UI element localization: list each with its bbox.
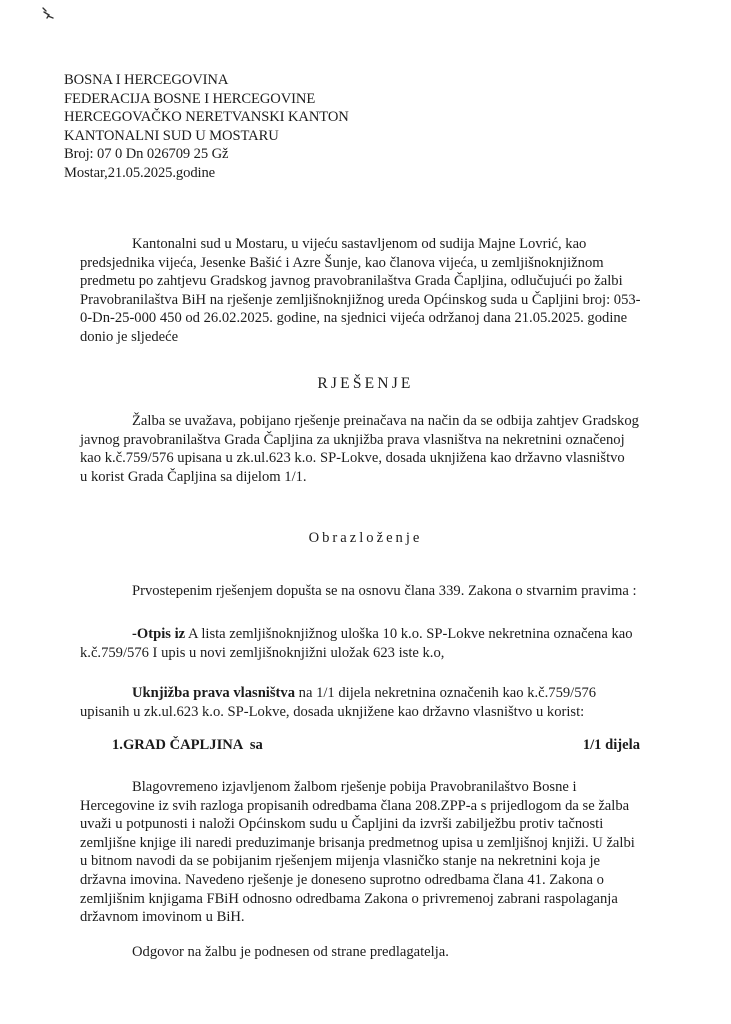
- intro-line: predmetu po zahtjevu Gradskog javnog pravobranilaštva Grada Čapljina, odlučujući po žalbi: [80, 273, 623, 290]
- appeal-line: zemljišnim knjigama FBiH odnosno odredbama Zakona o privremenoj zabrani raspolaganja: [80, 890, 618, 907]
- handwritten-mark-icon: [38, 6, 58, 22]
- intro-line: Pravobranilaštva BiH na rješenje zemljišnoknjižnog ureda Općinskog suda u Čapljini broj: 053-: [80, 291, 641, 308]
- otpis-paragraph: [80, 625, 672, 662]
- owner-share: 1/1 dijela: [582, 737, 640, 753]
- intro-paragraph: [80, 235, 672, 347]
- header-canton: HERCEGOVAČKO NERETVANSKI KANTON: [64, 109, 349, 125]
- header-country: BOSNA I HERCEGOVINA: [64, 72, 229, 88]
- appeal-line: državnom imovinom u BiH.: [80, 909, 245, 926]
- uknjizba-rest: na 1/1 dijela nekretnina označenih kao k.č.759/576: [295, 685, 597, 701]
- header-federation: FEDERACIJA BOSNE I HERCEGOVINE: [64, 90, 316, 107]
- otpis-line-2: k.č.759/576 I upis u novi zemljišnoknjižni uložak 623 iste k.o,: [80, 644, 445, 661]
- uknjizba-line-2: upisanih u zk.ul.623 k.o. SP-Lokve, dosada uknjižene kao državno vlasništvo u korist:: [80, 703, 585, 720]
- intro-line: 0-Dn-25-000 450 od 26.02.2025. godine, na sjednici vijeća održanoj dana 21.05.2025. godine: [80, 310, 628, 327]
- header-place-date: Mostar,21.05.2025.godine: [64, 164, 216, 181]
- decision-title: RJEŠENJE: [317, 375, 414, 392]
- decision-line: u korist Grada Čapljina sa dijelom 1/1.: [80, 468, 307, 485]
- intro-line: donio je sljedeće: [80, 328, 179, 345]
- decision-line: kao k.č.759/576 upisana u zk.ul.623 k.o. SP-Lokve, dosada uknjižena kao državno vlasništvo: [80, 450, 625, 467]
- otpis-rest: A lista zemljišnoknjižnog uloška 10 k.o. SP-Lokve nekretnina označena kao: [185, 626, 633, 642]
- intro-line: Kantonalni sud u Mostaru, u vijeću sastavljenom od sudija Majne Lovrić, kao: [132, 236, 587, 252]
- otpis-line-1: [80, 625, 672, 644]
- header-court: KANTONALNI SUD U MOSTARU: [64, 127, 279, 144]
- reasoning-title: Obrazloženje: [308, 530, 423, 546]
- header-case-number: Broj: 07 0 Dn 026709 25 Gž: [64, 146, 229, 162]
- decision-paragraph: [80, 412, 672, 486]
- decision-line: javnog pravobranilaštva Grada Čapljina za uknjižba prava vlasništva na nekretnini označenoj: [80, 431, 625, 448]
- appeal-line: u bitnom navodi da se pobijanim rješenjem mijenja vlasničko stanje na nekretnini koja je: [80, 853, 600, 870]
- first-instance-text: Prvostepenim rješenjem dopušta se na osnovu člana 339. Zakona o stvarnim pravima :: [132, 583, 637, 599]
- appeal-line: zemljišne knjige ili naredi preduzimanje brisanja predmetnog upisa u zemljišnoj knjiži. U žalbi: [80, 834, 635, 851]
- appeal-line: Blagovremeno izjavljenom žalbom rješenje pobija Pravobranilaštvo Bosne i: [132, 779, 577, 795]
- intro-line: predsjednika vijeća, Jesenke Bašić i Azre Šunje, kao članova vijeća, u zemljišnoknjižnom: [80, 254, 604, 271]
- uknjizba-bold: Uknjižba prava vlasništva: [132, 685, 295, 701]
- owner-name: 1.GRAD ČAPLJINA sa: [112, 737, 263, 753]
- uknjizba-paragraph: [80, 684, 672, 721]
- uknjizba-line-1: [80, 684, 672, 703]
- appeal-line: Hercegovine iz svih razloga propisanih odredbama člana 208.ZPP-a s prijedlogom da se žalba: [80, 797, 630, 814]
- owner-row: [112, 737, 640, 754]
- decision-line: Žalba se uvažava, pobijano rješenje preinačava na način da se odbija zahtjev Gradskog: [132, 413, 639, 429]
- response-text: Odgovor na žalbu je podnesen od strane predlagatelja.: [132, 944, 449, 960]
- otpis-bold: -Otpis iz: [132, 626, 186, 642]
- appeal-line: uvaži u potpunosti i naloži Općinskom sudu u Čapljini da izvrši zabilježbu protiv tačnosti: [80, 816, 604, 833]
- court-header: [64, 71, 349, 182]
- appeal-paragraph: [80, 778, 672, 927]
- appeal-line: državna imovina. Navedeno rješenje je doneseno suprotno odredbama člana 41. Zakona o: [80, 871, 604, 888]
